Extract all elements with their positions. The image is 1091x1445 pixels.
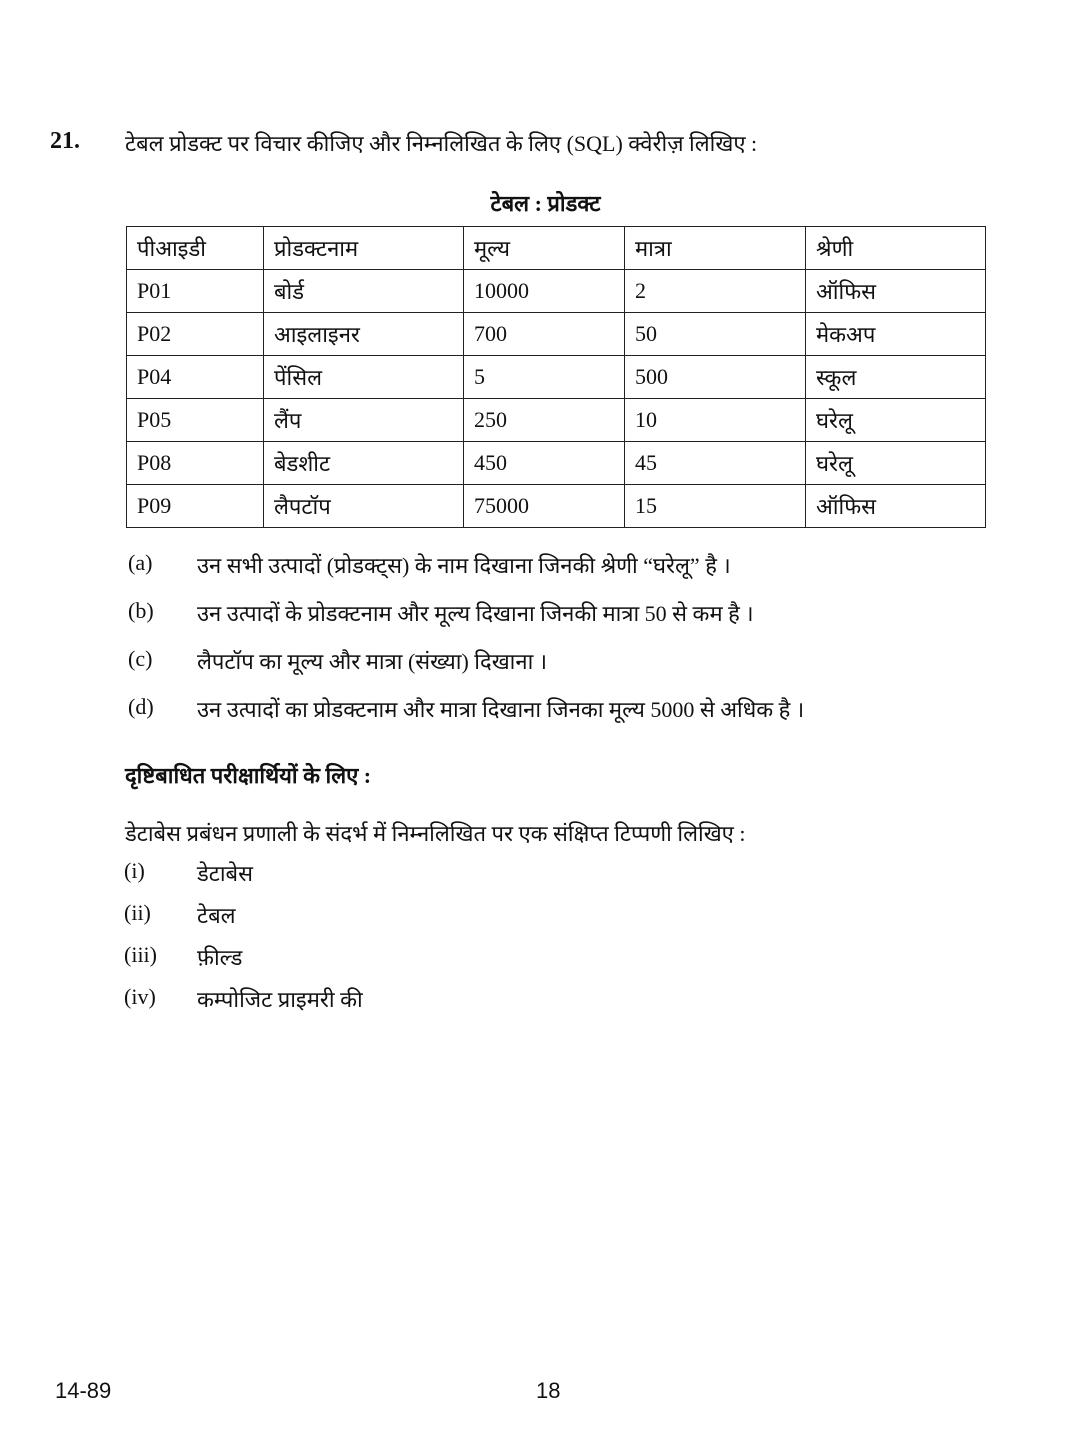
table-row — [127, 356, 986, 399]
table-cell: 15 — [625, 485, 806, 528]
vi-item-text: टेबल — [197, 903, 236, 928]
part-label: (c) — [128, 646, 153, 671]
paper-code: 14-89 — [55, 1378, 112, 1403]
vi-item-label: (iii) — [124, 942, 157, 967]
table-cell: ऑफिस — [806, 485, 986, 528]
table-cell: P05 — [127, 399, 264, 442]
vi-item-text: कम्पोजिट प्राइमरी की — [197, 987, 363, 1012]
header-cell: मात्रा — [625, 227, 806, 270]
table-cell: लैंप — [264, 399, 464, 442]
part-label: (d) — [128, 694, 154, 719]
page-number: 18 — [536, 1378, 561, 1403]
table-cell: 5 — [464, 356, 625, 399]
part-text: लैपटॉप का मूल्य और मात्रा (संख्या) दिखाना । — [197, 649, 548, 674]
table-row — [127, 485, 986, 528]
table-cell: P02 — [127, 313, 264, 356]
part-label: (b) — [128, 598, 154, 623]
table-cell: 450 — [464, 442, 625, 485]
table-cell: बोर्ड — [264, 270, 464, 313]
part-label: (a) — [128, 550, 153, 575]
question-text: टेबल प्रोडक्ट पर विचार कीजिए और निम्नलिखित के लिए (SQL) क्वेरीज़ लिखिए : — [125, 131, 758, 156]
header-cell: प्रोडक्टनाम — [264, 227, 464, 270]
question-number: 21. — [50, 128, 80, 154]
table-cell: 250 — [464, 399, 625, 442]
part-text: उन उत्पादों का प्रोडक्टनाम और मात्रा दिखाना जिनका मूल्य 5000 से अधिक है । — [197, 697, 805, 722]
table-cell: 10 — [625, 399, 806, 442]
table-header-row — [127, 227, 986, 270]
table-cell: आइलाइनर — [264, 313, 464, 356]
table-cell: घरेलू — [806, 399, 986, 442]
table-cell: बेडशीट — [264, 442, 464, 485]
table-cell: 10000 — [464, 270, 625, 313]
part-text: उन सभी उत्पादों (प्रोडक्ट्स) के नाम दिखाना जिनकी श्रेणी “घरेलू” है । — [197, 553, 731, 578]
table-cell: P08 — [127, 442, 264, 485]
table-cell: 50 — [625, 313, 806, 356]
vi-item-text: डेटाबेस — [197, 861, 253, 886]
vi-item-text: फ़ील्ड — [197, 945, 243, 970]
vi-item-label: (iv) — [124, 984, 156, 1009]
table-caption: टेबल : प्रोडक्ट — [490, 191, 601, 216]
table-cell: P01 — [127, 270, 264, 313]
table-cell: P04 — [127, 356, 264, 399]
table-cell: घरेलू — [806, 442, 986, 485]
table-cell: 500 — [625, 356, 806, 399]
table-cell: 2 — [625, 270, 806, 313]
table-cell: लैपटॉप — [264, 485, 464, 528]
vi-item-label: (i) — [124, 858, 145, 883]
visually-impaired-heading: दृष्टिबाधित परीक्षार्थियों के लिए : — [125, 763, 372, 788]
table-row — [127, 313, 986, 356]
table-row — [127, 399, 986, 442]
table-cell: 45 — [625, 442, 806, 485]
table-cell: पेंसिल — [264, 356, 464, 399]
table-cell: स्कूल — [806, 356, 986, 399]
visually-impaired-prompt: डेटाबेस प्रबंधन प्रणाली के संदर्भ में निम्नलिखित पर एक संक्षिप्त टिप्पणी लिखिए : — [125, 821, 746, 846]
header-cell: मूल्य — [464, 227, 625, 270]
table-row — [127, 270, 986, 313]
header-cell: पीआइडी — [127, 227, 264, 270]
table-cell: 700 — [464, 313, 625, 356]
table-cell: P09 — [127, 485, 264, 528]
header-cell: श्रेणी — [806, 227, 986, 270]
vi-item-label: (ii) — [124, 900, 151, 925]
table-row — [127, 442, 986, 485]
table-cell: मेकअप — [806, 313, 986, 356]
table-cell: ऑफिस — [806, 270, 986, 313]
product-table — [126, 226, 986, 528]
table-cell: 75000 — [464, 485, 625, 528]
part-text: उन उत्पादों के प्रोडक्टनाम और मूल्य दिखाना जिनकी मात्रा 50 से कम है । — [197, 601, 754, 626]
